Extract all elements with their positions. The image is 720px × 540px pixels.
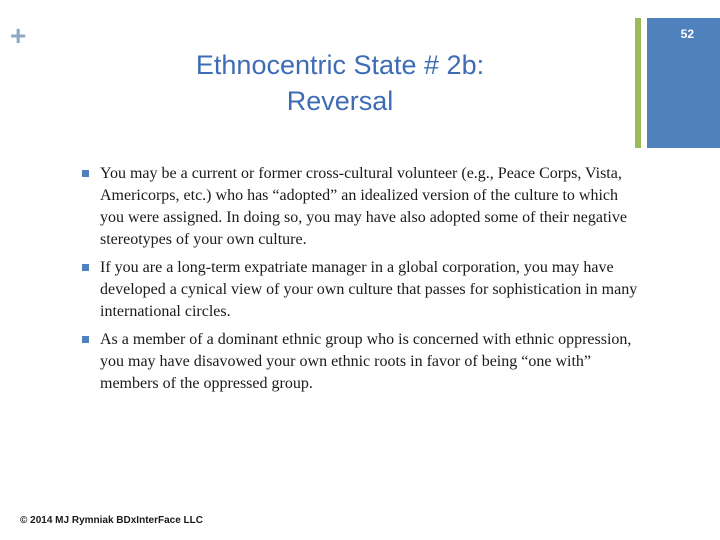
square-bullet-icon	[82, 336, 89, 343]
square-bullet-icon	[82, 170, 89, 177]
bullet-text: As a member of a dominant ethnic group who is concerned with ethnic oppression, you may have disavowed your own ethnic roots in favor of being “one with” members of the oppressed group.	[100, 331, 632, 392]
bullet-text: If you are a long-term expatriate manager in a global corporation, you may have developed a cynical view of your own culture that passes for sophistication in many international circles.	[100, 259, 638, 320]
bullet-item	[82, 329, 642, 395]
title-line-1: Ethnocentric State # 2b:	[195, 50, 485, 80]
square-bullet-icon	[82, 264, 89, 271]
bullet-item	[82, 257, 642, 323]
bullet-list	[82, 163, 642, 401]
copyright-footer: © 2014 MJ Rymniak BDxInterFace LLC	[20, 515, 203, 526]
bullet-text: You may be a current or former cross-cultural volunteer (e.g., Peace Corps, Vista, Americorps, etc.) who has “adopted” an idealized version of the culture to which you were assigned. In doing so, you may have also adopted some of their negative stereotypes of your own culture.	[100, 165, 627, 248]
green-accent-bar	[635, 18, 641, 148]
title-line-2: Reversal	[286, 86, 394, 116]
slide-title	[110, 47, 570, 119]
slide-number: 52	[680, 27, 694, 41]
plus-symbol: +	[10, 20, 27, 51]
bullet-item	[82, 163, 642, 251]
